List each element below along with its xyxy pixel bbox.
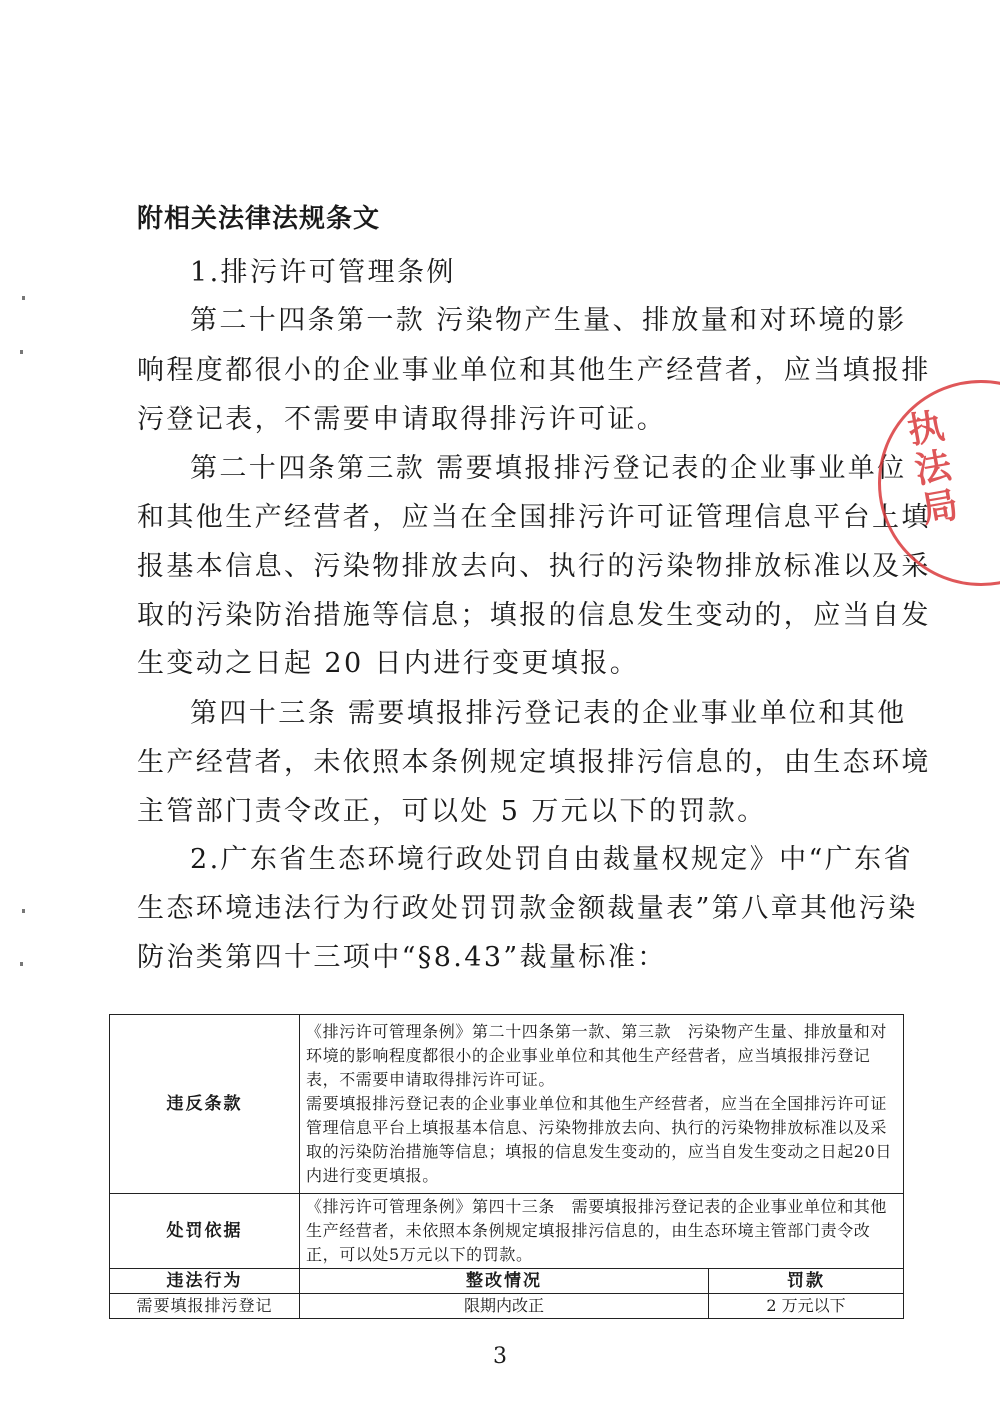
row-fine: 2 万元以下 xyxy=(709,1294,904,1319)
penalty-table xyxy=(109,1014,904,1319)
body-line: 第四十三条 需要填报排污登记表的企业事业单位和其他 xyxy=(190,698,907,729)
body-line: 第二十四条第三款 需要填报排污登记表的企业事业单位 xyxy=(190,453,907,484)
page-heading: 附相关法律法规条文 xyxy=(137,204,381,234)
row-rectify: 限期内改正 xyxy=(300,1294,709,1319)
violation-label: 违反条款 xyxy=(110,1015,300,1194)
body-line: 防治类第四十三项中“§8.43”裁量标准： xyxy=(137,942,667,973)
page-number: 3 xyxy=(493,1344,507,1369)
table-row-basis xyxy=(110,1194,904,1269)
scan-speck xyxy=(22,296,25,300)
basis-label: 处罚依据 xyxy=(110,1194,300,1269)
body-line: 取的污染防治措施等信息；填报的信息发生变动的，应当自发 xyxy=(137,600,931,631)
table-row xyxy=(110,1294,904,1319)
violation-content xyxy=(300,1015,904,1194)
scan-speck xyxy=(20,350,23,354)
scan-speck xyxy=(20,962,23,966)
body-line: 报基本信息、污染物排放去向、执行的污染物排放标准以及采 xyxy=(137,551,931,582)
body-line: 生态环境违法行为行政处罚罚款金额裁量表”第八章其他污染 xyxy=(137,893,918,924)
body-line: 生变动之日起 20 日内进行变更填报。 xyxy=(137,648,640,679)
header-fine: 罚款 xyxy=(709,1269,904,1294)
header-rectify: 整改情况 xyxy=(300,1269,709,1294)
body-line: 响程度都很小的企业事业单位和其他生产经营者，应当填报排 xyxy=(137,355,931,386)
header-behavior: 违法行为 xyxy=(110,1269,300,1294)
table-row-violation xyxy=(110,1015,904,1194)
violation-text-1: 《排污许可管理条例》第二十四条第一款、第三款 污染物产生量、排放量和对环境的影响程度都很小的企业事业单位和其他生产经营者，应当填报排污登记表，不需要申请取得排污许可证。 xyxy=(306,1022,888,1089)
body-line: 污登记表，不需要申请取得排污许可证。 xyxy=(137,404,667,435)
body-line: 和其他生产经营者，应当在全国排污许可证管理信息平台上填 xyxy=(137,502,931,533)
body-line: 生产经营者，未依照本条例规定填报排污信息的，由生态环境 xyxy=(137,747,931,778)
section-title-2: 2.广东省生态环境行政处罚自由裁量权规定》中“广东省 xyxy=(190,844,913,875)
row-behavior: 需要填报排污登记 xyxy=(110,1294,300,1319)
scan-speck xyxy=(22,909,25,913)
section-title-1: 1.排污许可管理条例 xyxy=(190,257,456,288)
body-line: 主管部门责令改正，可以处 5 万元以下的罚款。 xyxy=(137,796,767,827)
seal-text: 执法局 xyxy=(904,404,962,532)
violation-text-2: 需要填报排污登记表的企业事业单位和其他生产经营者，应当在全国排污许可证管理信息平台上填报基本信息、污染物排放去向、执行的污染物排放标准以及采取的污染防治措施等信息；填报的信息发生变动的，应当自发生变动之日起20日内进行变更填报。 xyxy=(306,1094,892,1185)
table-header-row xyxy=(110,1269,904,1294)
basis-text: 《排污许可管理条例》第四十三条 需要填报排污登记表的企业事业单位和其他生产经营者，未依照本条例规定填报排污信息的，由生态环境主管部门责令改正，可以处5万元以下的罚款。 xyxy=(300,1194,904,1269)
body-line: 第二十四条第一款 污染物产生量、排放量和对环境的影 xyxy=(190,305,907,336)
